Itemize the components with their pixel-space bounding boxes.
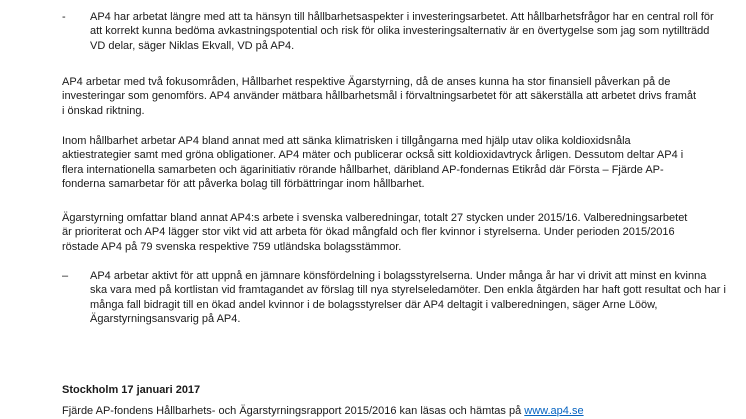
footer-note — [62, 404, 698, 418]
quote-text: AP4 har arbetat längre med att ta hänsyn till hållbarhetsaspekter i investeringsarbetet. Att hållbarhetsfrågor har en central roll för att korrekt kunna bedöma avkastningspotential och risk för olika investeringsalternativ är en övertygelse som jag som nytillträdd VD delar, säger Niklas Ekvall, VD på AP4. — [90, 11, 714, 52]
bullet-marker: - — [62, 11, 66, 23]
quote-text: AP4 arbetar aktivt för att uppnå en jämnare könsfördelning i bolagsstyrelserna. Under många år har vi drivit att minst en kvinna ska vara med på kortlistan vid framtagandet av förslag till nya styrelseledamöter. Den enkla åtgärden har haft gott resultat och har i många fall bidragit till en ökad andel kvinnor i de bolagsstyrelser där AP4 deltagit i valberedningen, säger Arne Lööw, Ägarstyrningsansvarig på AP4. — [90, 270, 726, 325]
footer-text: Fjärde AP-fondens Hållbarhets- och Ägarstyrningsrapport 2015/2016 kan läsas och hämtas på — [62, 405, 525, 417]
paragraph-sustainability: Inom hållbarhet arbetar AP4 bland annat med att sänka klimatrisken i tillgångarna med hjälp utav olika koldioxidsnåla aktiestrategier samt med gröna obligationer. AP4 mäter och publicerar också sitt koldioxidavtryck årligen. Dessutom deltar AP4 i flera internationella samarbeten och ägarinitiativ rörande hållbarhet, däribland AP-fondernas Etikråd där Första – Fjärde AP-fonderna samarbetar för att påverka bolag till förbättringar inom hållbarhet. — [62, 135, 684, 190]
paragraph-focus-areas: AP4 arbetar med två fokusområden, Hållbarhet respektive Ägarstyrning, då de anses kunna ha stor finansiell påverkan på de investeringar som genomförs. AP4 använder mätbara hållbarhetsmål i förvaltningsarbetet för att säkerställa att arbetet drivs framåt i önskad riktning. — [62, 76, 697, 117]
ap4-website-link[interactable]: www.ap4.se — [524, 405, 584, 417]
dateline: Stockholm 17 januari 2017 — [62, 384, 201, 396]
quote-niklas-ekvall — [62, 10, 726, 53]
quote-arne-loow — [62, 269, 726, 326]
bullet-marker: – — [62, 270, 69, 282]
paragraph-ownership: Ägarstyrning omfattar bland annat AP4:s arbete i svenska valberedningar, totalt 27 stycken under 2015/16. Valberedningsarbetet är prioriterat och AP4 lägger stor vikt vid att arbeta för ökad mångfald och fler kvinnor i styrelserna. Under perioden 2015/2016 röstade AP4 på 79 svenska respektive 759 utländska bolagsstämmor. — [62, 212, 688, 253]
